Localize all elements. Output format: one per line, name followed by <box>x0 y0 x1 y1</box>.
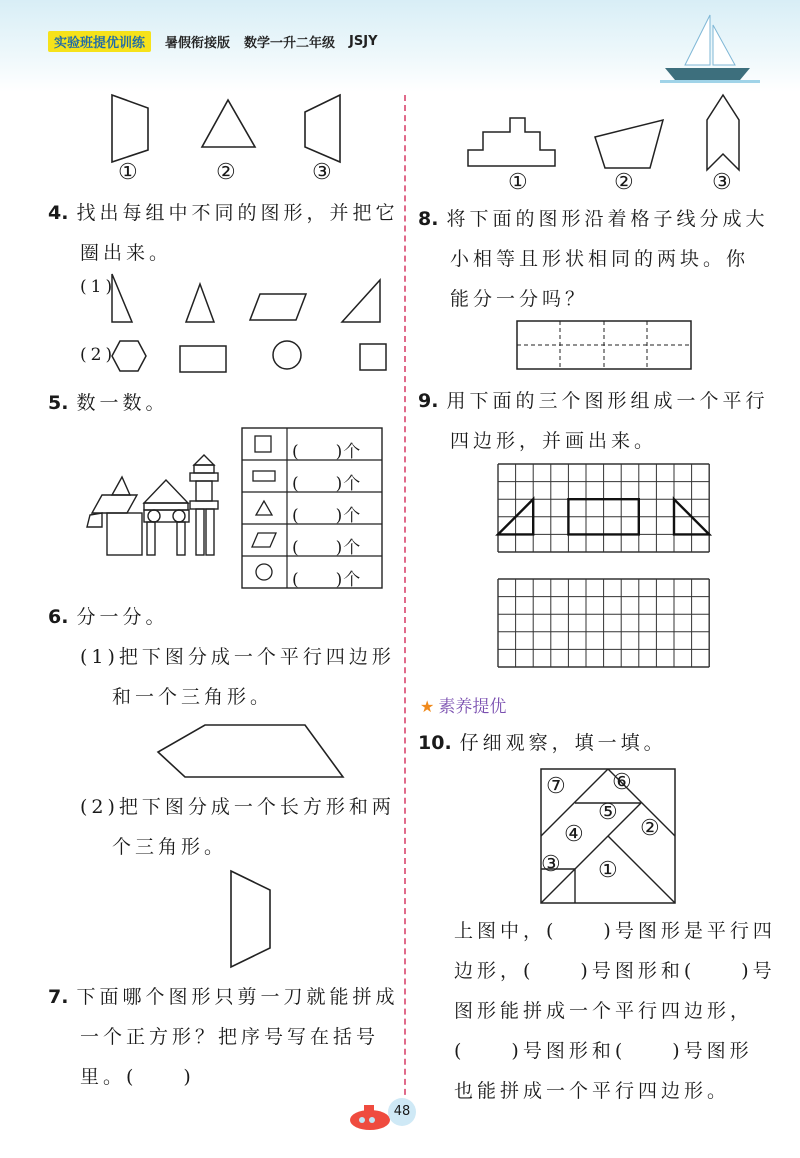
empty-grid <box>497 578 711 676</box>
header-subject: 数学一升二年级 <box>244 35 336 51</box>
pentagon-figure <box>155 722 345 780</box>
q10-line4: ( )号图形和( )号图形 <box>454 1040 753 1062</box>
q7-line1: 7. 下面哪个图形只剪一刀就能拼成 <box>48 986 399 1008</box>
q7-line2: 一个正方形？把序号写在括号 <box>80 1026 380 1048</box>
sailboat-icon <box>655 10 765 85</box>
q6-p2-line2: 个三角形。 <box>112 836 228 858</box>
tangram-label-4: ④ <box>564 822 584 847</box>
block-building-figure <box>82 455 232 565</box>
star-icon: ★ <box>420 697 435 716</box>
left-top-shapes <box>100 92 360 164</box>
r-label-2: ② <box>614 170 634 195</box>
q10-title: 10. 仔细观察，填一填。 <box>418 732 667 754</box>
count-row-1: ( )个 <box>292 442 362 462</box>
tangram-label-6: ⑥ <box>612 770 632 795</box>
q4-row1-shapes <box>110 272 390 327</box>
trapezoid-shape <box>112 95 148 162</box>
grid-with-shapes <box>497 463 711 561</box>
count-row-5: ( )个 <box>292 570 362 590</box>
header-code: JSJY <box>349 33 378 49</box>
dashed-grid-rectangle <box>516 320 692 370</box>
q6-p1-line1: (1)把下图分成一个平行四边形 <box>80 646 395 668</box>
tangram-label-5: ⑤ <box>598 800 618 825</box>
header-brand: 实验班提优训练 <box>48 31 151 52</box>
q7-line3: 里。( ) <box>80 1066 195 1088</box>
label-2: ② <box>216 160 236 185</box>
q6-p1-line2: 和一个三角形。 <box>112 686 274 708</box>
q10-line1: 上图中，( )号图形是平行四 <box>454 920 776 942</box>
triangle-shape <box>202 100 255 147</box>
right-top-shapes <box>465 92 750 174</box>
header-bar <box>48 30 378 52</box>
label-1: ① <box>118 160 138 185</box>
label-3: ③ <box>312 160 332 185</box>
q6-p2-line1: (2)把下图分成一个长方形和两 <box>80 796 395 818</box>
r-label-1: ① <box>508 170 528 195</box>
tangram-label-2: ② <box>640 816 660 841</box>
r-label-3: ③ <box>712 170 732 195</box>
q4-row2-shapes <box>110 338 390 378</box>
tangram-label-3: ③ <box>541 852 561 877</box>
header-edition: 暑假衔接版 <box>165 35 231 51</box>
page-number: 48 <box>388 1098 416 1126</box>
q9-line1: 9. 用下面的三个图形组成一个平行 <box>418 390 769 412</box>
column-divider <box>404 95 406 1125</box>
tangram-label-7: ⑦ <box>546 774 566 799</box>
tangram-label-1: ① <box>598 858 618 883</box>
q5-title: 5. 数一数。 <box>48 392 169 414</box>
q10-line2: 边形，( )号图形和( )号 <box>454 960 776 982</box>
q9-line2: 四边形，并画出来。 <box>450 430 658 452</box>
count-row-3: ( )个 <box>292 506 362 526</box>
q8-line1: 8. 将下面的图形沿着格子线分成大 <box>418 208 769 230</box>
section-header: ★ 素养提优 <box>420 697 507 717</box>
q8-line2: 小相等且形状相同的两块。你 <box>450 248 750 270</box>
q8-line3: 能分一分吗？ <box>450 288 589 310</box>
q4-line1: 4. 找出每组中不同的图形，并把它 <box>48 202 399 224</box>
q4-row2-label: (2) <box>80 345 117 365</box>
count-row-2: ( )个 <box>292 474 362 494</box>
q10-line5: 也能拼成一个平行四边形。 <box>454 1080 731 1102</box>
q10-line3: 图形能拼成一个平行四边形， <box>454 1000 754 1022</box>
trapezoid-figure <box>228 868 274 970</box>
count-row-4: ( )个 <box>292 538 362 558</box>
q4-line2: 圈出来。 <box>80 242 173 264</box>
q6-title: 6. 分一分。 <box>48 606 169 628</box>
submarine-icon <box>348 1100 394 1134</box>
trapezoid-shape <box>305 95 340 162</box>
q4-row1-label: (1) <box>80 277 117 297</box>
